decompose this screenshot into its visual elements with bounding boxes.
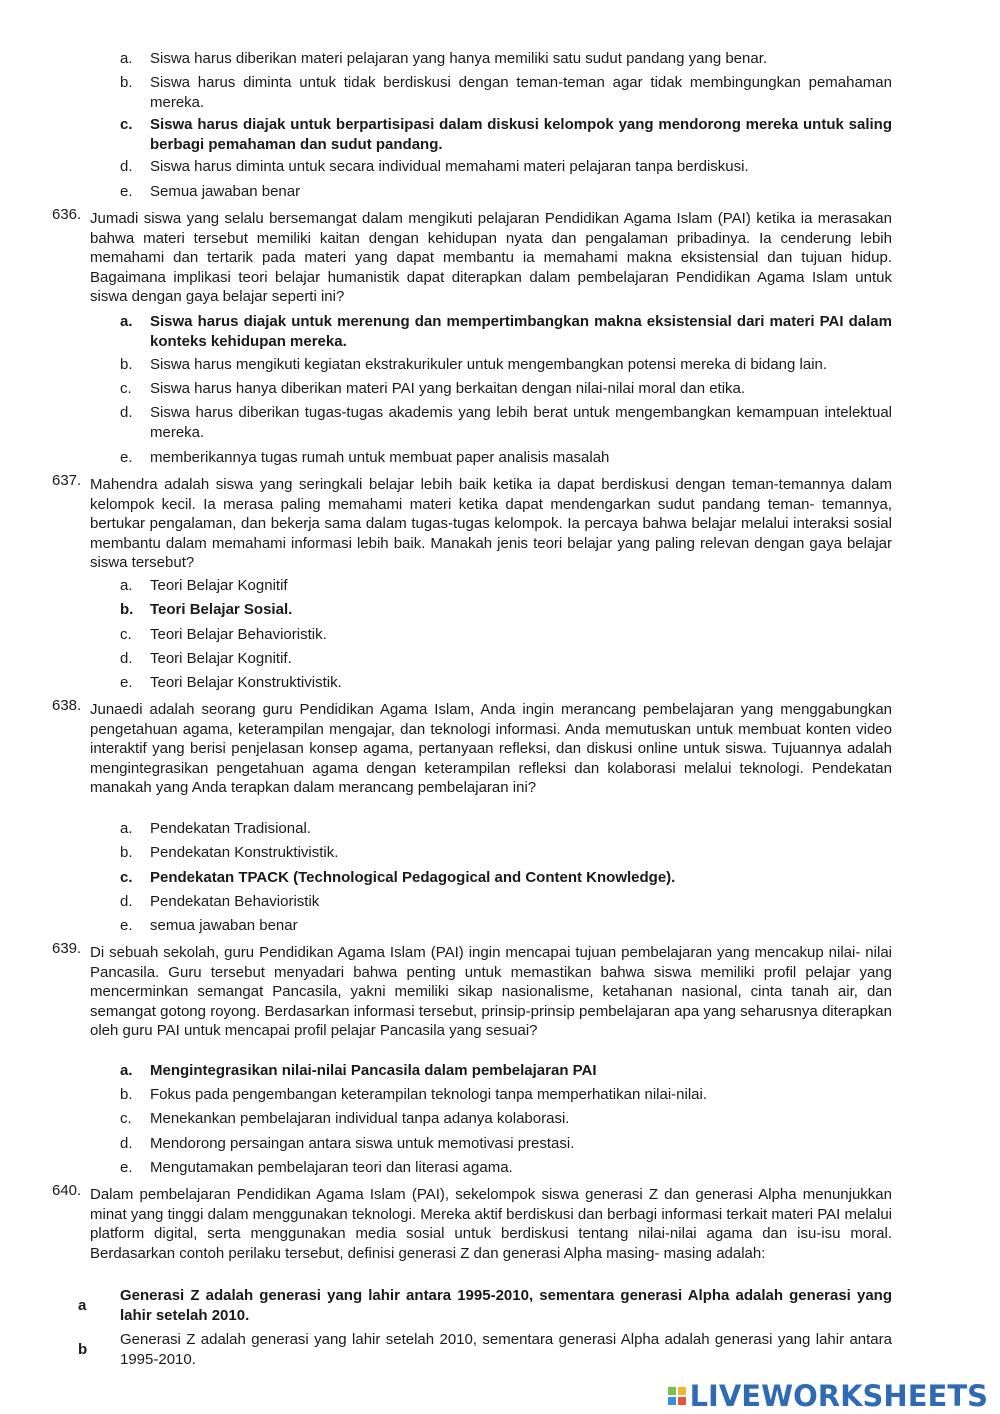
q635-option-e: e. Semua jawaban benar	[120, 183, 301, 200]
q635-option-c-answer: c. Siswa harus diajak untuk berpartisipasi dalam diskusi kelompok yang mendorong mereka untuk saling berbagi pemahaman dan sudut pandang.	[120, 116, 892, 153]
q637-option-b-answer: b. Teori Belajar Sosial.	[120, 601, 293, 618]
q637-option-a: a. Teori Belajar Kognitif	[120, 577, 288, 594]
q639-option-d: d. Mendorong persaingan antara siswa untuk memotivasi prestasi.	[120, 1135, 575, 1152]
q639-option-b: b. Fokus pada pengembangan keterampilan teknologi tanpa memperhatikan nilai-nilai.	[120, 1086, 708, 1103]
q635-option-d: d. Siswa harus diminta untuk secara individual memahami materi pelajaran tanpa berdiskusi.	[120, 158, 749, 175]
q638-option-c-answer: c. Pendekatan TPACK (Technological Pedagogical and Content Knowledge).	[120, 869, 676, 886]
q638-option-b: b. Pendekatan Konstruktivistik.	[120, 844, 339, 861]
question-636: 636. Jumadi siswa yang selalu bersemangat dalam mengikuti pelajaran Pendidikan Agama Islam (PAI) ketika ia merasakan bahwa materi tersebut memiliki kaitan dengan kehidupan nyata dan pengalaman pribadinya. Ia cenderung lebih memahami dan tertarik pada materi yang dapat membantu ia memahami makna eksistensial dan tujuan hidup. Bagaimana implikasi teori belajar humanistik dapat diterapkan dalam pembelajaran Pendidikan Agama Islam untuk siswa dengan gaya belajar seperti ini?	[52, 206, 892, 305]
question-638: 638. Junaedi adalah seorang guru Pendidikan Agama Islam, Anda ingin merancang pembelajaran yang menggabungkan pengetahuan agama, keterampilan mengajar, dan teknologi informasi. Anda memutuskan untuk membuat konten video interaktif yang berisi penjelasan konsep agama, pertanyaan refleksi, dan diskusi online untuk siswa. Tujuannya adalah mengintegrasikan pengetahuan agama dengan keterampilan refleksi dan kolaborasi melalui teknologi. Pendekatan manakah yang Anda terapkan dalam merancang pembelajaran ini?	[52, 697, 892, 796]
brand-name: LIVEWORKSHEETS	[689, 1378, 988, 1413]
q639-option-c: c. Menekankan pembelajaran individual tanpa adanya kolaborasi.	[120, 1110, 570, 1127]
question-637: 637. Mahendra adalah siswa yang seringkali belajar lebih baik ketika ia dapat berdiskusi dengan teman-temannya dalam kelompok kecil. Ia merasa paling memahami materi ketika dapat mendengarkan sudut pandang teman- temannya, bertukar pengalaman, dan bekerja sama dalam tugas-tugas kelompok. Ia percaya bahwa belajar melalui interaksi sosial membantu dalam memahami informasi lebih baik. Manakah jenis teori belajar yang paling relevan dengan gaya belajar siswa tersebut?	[52, 472, 892, 571]
q638-option-d: d. Pendekatan Behavioristik	[120, 893, 320, 910]
q638-option-e: e. semua jawaban benar	[120, 917, 298, 934]
q635-option-a: a. Siswa harus diberikan materi pelajaran yang hanya memiliki satu sudut pandang yang benar.	[120, 50, 768, 67]
q637-option-d: d. Teori Belajar Kognitif.	[120, 650, 292, 667]
q636-option-d: d. Siswa harus diberikan tugas-tugas akademis yang lebih berat untuk mengembangkan kemampuan intelektual mereka.	[120, 404, 892, 441]
q635-option-b: b. Siswa harus diminta untuk tidak berdiskusi dengan teman-teman agar tidak membingungkan pemahaman mereka.	[120, 74, 892, 111]
liveworksheets-logo	[668, 1378, 988, 1413]
q640-option-b: b Generasi Z adalah generasi yang lahir setelah 2010, sementara generasi Alpha adalah generasi yang lahir antara 1995-2010.	[78, 1331, 892, 1368]
q639-option-e: e. Mengutamakan pembelajaran teori dan literasi agama.	[120, 1159, 513, 1176]
q637-option-e: e. Teori Belajar Konstruktivistik.	[120, 674, 342, 691]
q636-option-e: e. memberikannya tugas rumah untuk membuat paper analisis masalah	[120, 449, 610, 466]
q636-option-a-answer: a. Siswa harus diajak untuk merenung dan mempertimbangkan makna eksistensial dari materi PAI dalam konteks kehidupan mereka.	[120, 313, 892, 350]
question-639: 639. Di sebuah sekolah, guru Pendidikan Agama Islam (PAI) ingin mencapai tujuan pembelajaran yang mencakup nilai- nilai Pancasila. Guru tersebut menyadari bahwa penting untuk memastikan bahwa siswa memiliki profil pelajar yang mencerminkan semangat Pancasila, yakni memiliki sikap nasionalisme, ketahanan nasional, cinta tanah air, dan semangat gotong royong. Berdasarkan informasi tersebut, prinsip-prinsip pembelajaran apa yang seharusnya diterapkan oleh guru PAI untuk mencapai profil pelajar Pancasila yang sesuai?	[52, 940, 892, 1039]
q636-option-c: c. Siswa harus hanya diberikan materi PAI yang berkaitan dengan nilai-nilai moral dan etika.	[120, 380, 746, 397]
q636-option-b: b. Siswa harus mengikuti kegiatan ekstrakurikuler untuk mengembangkan potensi mereka di bidang lain.	[120, 356, 828, 373]
q639-option-a-answer: a. Mengintegrasikan nilai-nilai Pancasila dalam pembelajaran PAI	[120, 1062, 597, 1079]
q638-option-a: a. Pendekatan Tradisional.	[120, 820, 311, 837]
liveworksheets-icon	[668, 1387, 686, 1405]
q637-option-c: c. Teori Belajar Behavioristik.	[120, 626, 327, 643]
question-640: 640. Dalam pembelajaran Pendidikan Agama Islam (PAI), sekelompok siswa generasi Z dan generasi Alpha menunjukkan minat yang tinggi dalam menggunakan teknologi. Mereka aktif berdiskusi dan berbagi informasi terkait materi PAI melalui platform digital, serta menggunakan media sosial untuk berdiskusi tentang nilai-nilai agama dan isu-isu moral. Berdasarkan contoh perilaku tersebut, definisi generasi Z dan generasi Alpha masing- masing adalah:	[52, 1182, 892, 1262]
q640-option-a-answer: a Generasi Z adalah generasi yang lahir antara 1995-2010, sementara generasi Alpha adalah generasi yang lahir setelah 2010.	[78, 1287, 892, 1324]
